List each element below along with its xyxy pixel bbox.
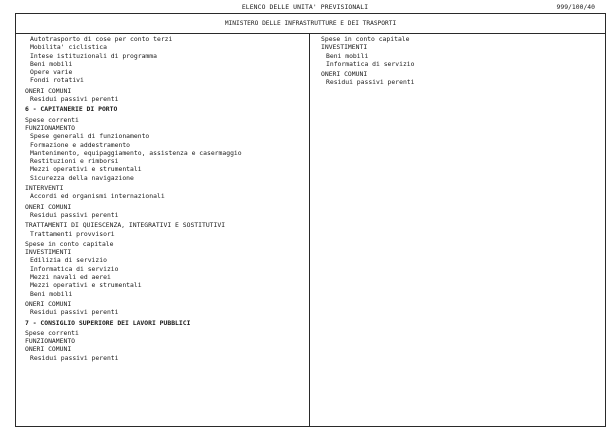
list-item: Mezzi navali ed aerei [30, 273, 111, 282]
list-item: Beni mobili [326, 51, 369, 60]
list-item: Residui passivi perenti [30, 353, 119, 362]
category-heading: FUNZIONAMENTO [25, 123, 76, 132]
category-heading: Spese correnti [25, 115, 79, 124]
list-item: Sicurezza della navigazione [30, 173, 134, 182]
list-item: Informatica di servizio [30, 264, 119, 273]
list-item: Mantenimento, equipaggiamento, assistenza e casermaggio [30, 148, 242, 157]
category-heading: INVESTIMENTI [25, 248, 72, 257]
section-heading: 7 - CONSIGLIO SUPERIORE DEI LAVORI PUBBLICI [25, 318, 191, 327]
category-heading: ONERI COMUNI [321, 70, 368, 79]
list-item: Accordi ed organismi internazionali [30, 192, 165, 201]
category-heading: ONERI COMUNI [25, 345, 72, 354]
category-heading: Spese in conto capitale [321, 35, 410, 43]
right-column [321, 35, 601, 87]
list-item: Beni mobili [30, 289, 73, 298]
ministry-heading: MINISTERO DELLE INFRASTRUTTURE E DEI TRASPORTI [16, 14, 605, 34]
page-title: ELENCO DELLE UNITA' PREVISIONALI [241, 3, 369, 11]
list-item: Residui passivi perenti [30, 95, 119, 104]
list-item: Mezzi operativi e strumentali [30, 281, 142, 290]
list-item: Restituzioni e rimborsi [30, 157, 119, 166]
category-heading: ONERI COMUNI [25, 299, 72, 308]
list-item: Edilizia di servizio [30, 256, 107, 265]
category-heading: Spese correnti [25, 328, 79, 337]
list-item: Residui passivi perenti [30, 308, 119, 317]
list-item: Opere varie [30, 68, 73, 77]
list-item: Informatica di servizio [326, 59, 415, 68]
document-frame [15, 13, 606, 427]
category-heading: TRATTAMENTI DI QUIESCENZA, INTEGRATIVI E SOSTITUTIVI [25, 221, 226, 230]
category-heading: INTERVENTI [25, 184, 64, 193]
list-item: Mobilita' ciclistica [30, 43, 107, 52]
list-item: Trattamenti provvisori [30, 229, 115, 238]
section-heading: 6 - CAPITANERIE DI PORTO [25, 105, 118, 114]
category-heading: ONERI COMUNI [25, 202, 72, 211]
page-code: 999/100/40 [556, 3, 595, 11]
list-item: Spese generali di funzionamento [30, 132, 150, 141]
list-item: Formazione e addestramento [30, 140, 131, 149]
list-item: Autotrasporto di cose per conto terzi [30, 35, 173, 43]
list-item: Residui passivi perenti [30, 210, 119, 219]
list-item: Mezzi operativi e strumentali [30, 165, 142, 174]
column-divider [309, 34, 310, 426]
left-column [25, 35, 305, 362]
list-item: Beni mobili [30, 59, 73, 68]
category-heading: ONERI COMUNI [25, 86, 72, 95]
list-item: Intese istituzionali di programma [30, 51, 157, 60]
category-heading: INVESTIMENTI [321, 43, 368, 52]
list-item: Residui passivi perenti [326, 78, 415, 87]
category-heading: FUNZIONAMENTO [25, 337, 76, 346]
category-heading: Spese in conto capitale [25, 239, 114, 248]
list-item: Fondi rotativi [30, 76, 84, 85]
